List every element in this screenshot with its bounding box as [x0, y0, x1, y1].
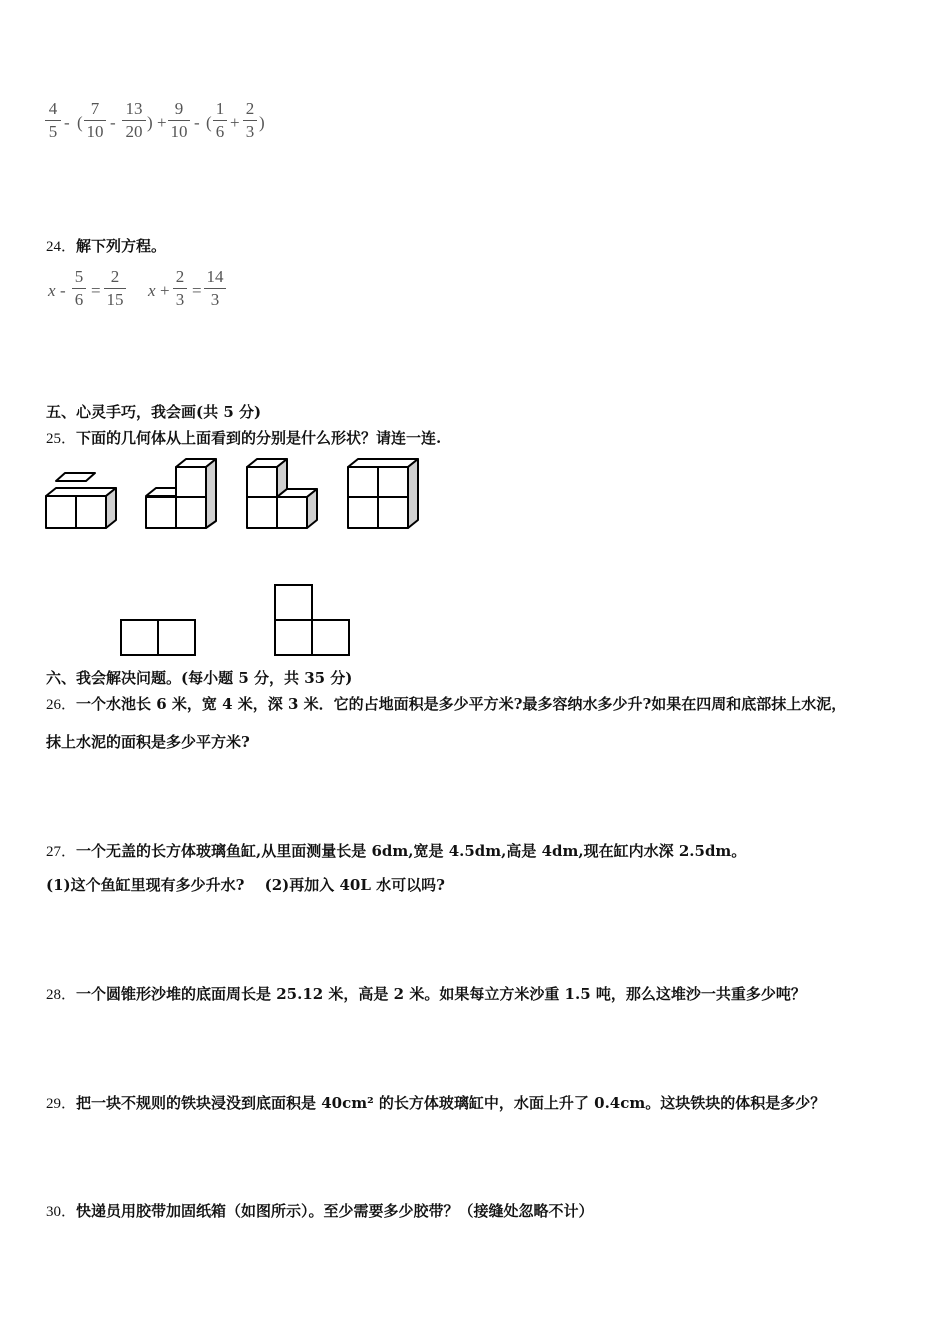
question-text: 下面的几何体从上面看到的分别是什么形状？请连一连. [76, 429, 442, 447]
top-view-2 [275, 585, 349, 655]
operator: + [157, 113, 167, 132]
question-text-line-1: 一个无盖的长方体玻璃鱼缸,从里面测量长是 6dm,宽是 4.5dm,高是 4dm,现在缸内水深 2.5dm。 [76, 842, 747, 860]
question-text-line-1: 一个水池长 6 米，宽 4 米，深 3 米．它的占地面积是多少平方米?最多容纳水多少升?如果在四周和底部抹上水泥， [76, 695, 847, 713]
fraction: 9 10 [168, 100, 190, 141]
question-30 [46, 1201, 594, 1222]
fraction: 1 6 [213, 100, 227, 141]
fraction: 13 20 [122, 100, 146, 141]
variable: x [48, 281, 56, 300]
question-number: 24． [46, 239, 77, 255]
question-24 [46, 236, 166, 257]
top-view-1 [121, 620, 195, 655]
question-26 [46, 694, 846, 715]
fraction: 2 15 [104, 268, 126, 309]
operator: - [64, 113, 70, 132]
fraction: 5 6 [72, 268, 86, 309]
paren: ) [259, 113, 265, 132]
cube-figure-1 [46, 473, 116, 528]
expression-23 [40, 100, 280, 150]
question-29 [46, 1093, 825, 1114]
equals: = [91, 281, 101, 300]
question-text: 一个圆锥形沙堆的底面周长是 25.12 米，高是 2 米。如果每立方米沙重 1.5 吨，那么这堆沙一共重多少吨？ [76, 985, 806, 1003]
question-number: 30． [46, 1204, 77, 1220]
fraction: 2 3 [243, 100, 257, 141]
question-26-line-2: 抹上水泥的面积是多少平方米? [46, 733, 250, 751]
top-view-shapes [115, 580, 360, 660]
question-28 [46, 984, 806, 1005]
question-text: 把一块不规则的铁块浸没到底面积是 40cm² 的长方体玻璃缸中，水面上升了 0.4cm。这块铁块的体积是多少？ [76, 1094, 826, 1112]
question-27-line-2: (1)这个鱼缸里现有多少升水? (2)再加入 40L 水可以吗? [46, 876, 445, 894]
paren: ( [77, 113, 83, 132]
paren: ) [147, 113, 153, 132]
section-5-title: 五、心灵手巧，我会画(共 5 分) [46, 403, 262, 421]
equals: = [192, 281, 202, 300]
question-text: 快递员用胶带加固纸箱（如图所示）。至少需要多少胶带？（接缝处忽略不计） [76, 1202, 594, 1220]
question-27 [46, 841, 746, 862]
section-6-title: 六、我会解决问题。(每小题 5 分，共 35 分) [46, 669, 353, 687]
operator: - [110, 113, 116, 132]
operator: - [194, 113, 200, 132]
fraction: 7 10 [84, 100, 106, 141]
paren: ( [206, 113, 212, 132]
operator: - [60, 281, 66, 300]
question-number: 27． [46, 844, 77, 860]
cube-figure-2 [146, 459, 216, 528]
operator: + [160, 281, 170, 300]
fraction: 14 3 [204, 268, 226, 309]
fraction: 4 5 [45, 100, 61, 141]
question-number: 28． [46, 987, 77, 1003]
equation-2 [146, 268, 236, 318]
cube-figures [40, 455, 430, 535]
equation-1 [46, 268, 136, 318]
question-number: 29． [46, 1096, 77, 1112]
question-text: 解下列方程。 [76, 237, 167, 255]
cube-figure-3 [247, 459, 317, 528]
question-25 [46, 428, 441, 449]
cube-figure-4 [348, 459, 418, 528]
variable: x [148, 281, 156, 300]
question-number: 26． [46, 697, 77, 713]
operator: + [230, 113, 240, 132]
fraction: 2 3 [173, 268, 187, 309]
question-number: 25． [46, 431, 77, 447]
